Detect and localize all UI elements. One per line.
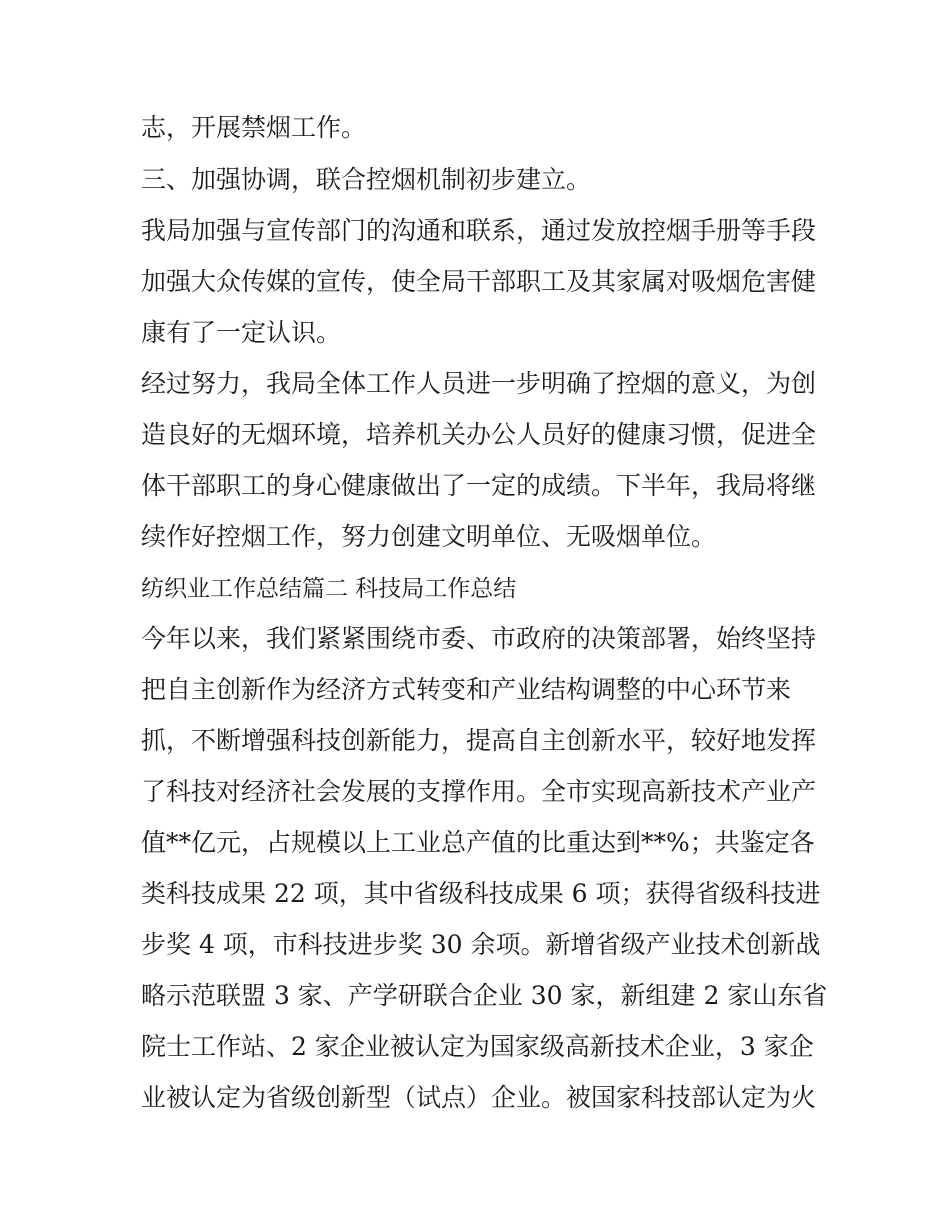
section-heading-3: 三、加强协调，联合控烟机制初步建立。	[141, 165, 592, 194]
text-line-15: 值**亿元，占规模以上工业总产值的比重达到**%；共鉴定各	[141, 828, 815, 857]
text-line-3: 我局加强与宣传部门的沟通和联系，通过发放控烟手册等手段	[141, 216, 817, 245]
text-line-12: 把自主创新作为经济方式转变和产业结构调整的中心环节来	[141, 675, 792, 704]
text-line-16: 类科技成果 22 项，其中省级科技成果 6 项；获得省级科技进	[141, 879, 821, 908]
text-line-8: 体干部职工的身心健康做出了一定的成绩。下半年，我局将继	[141, 471, 817, 500]
text-line-4: 加强大众传媒的宣传，使全局干部职工及其家属对吸烟危害健	[141, 267, 817, 296]
text-line-6: 经过努力，我局全体工作人员进一步明确了控烟的意义，为创	[141, 369, 817, 398]
text-line-19: 院士工作站、2 家企业被认定为国家级高新技术企业，3 家企	[141, 1032, 814, 1061]
text-line-20: 业被认定为省级创新型（试点）企业。被国家科技部认定为火	[141, 1083, 817, 1112]
text-line-11: 今年以来，我们紧紧围绕市委、市政府的决策部署，始终坚持	[141, 624, 817, 653]
text-line-13: 抓，不断增强科技创新能力，提高自主创新水平，较好地发挥	[141, 726, 817, 755]
text-line-9: 续作好控烟工作，努力创建文明单位、无吸烟单位。	[141, 522, 717, 551]
text-line-7: 造良好的无烟环境，培养机关办公人员好的健康习惯，促进全	[141, 420, 817, 449]
text-line-17: 步奖 4 项，市科技进步奖 30 余项。新增省级产业技术创新战	[141, 930, 821, 959]
article-title: 纺织业工作总结篇二 科技局工作总结	[141, 576, 517, 602]
text-line-18: 略示范联盟 3 家、产学研联合企业 30 家，新组建 2 家山东省	[141, 981, 828, 1010]
text-line-14: 了科技对经济社会发展的支撑作用。全市实现高新技术产业产	[141, 777, 817, 806]
text-line-1: 志，开展禁烟工作。	[141, 113, 367, 142]
text-line-5: 康有了一定认识。	[141, 318, 342, 347]
